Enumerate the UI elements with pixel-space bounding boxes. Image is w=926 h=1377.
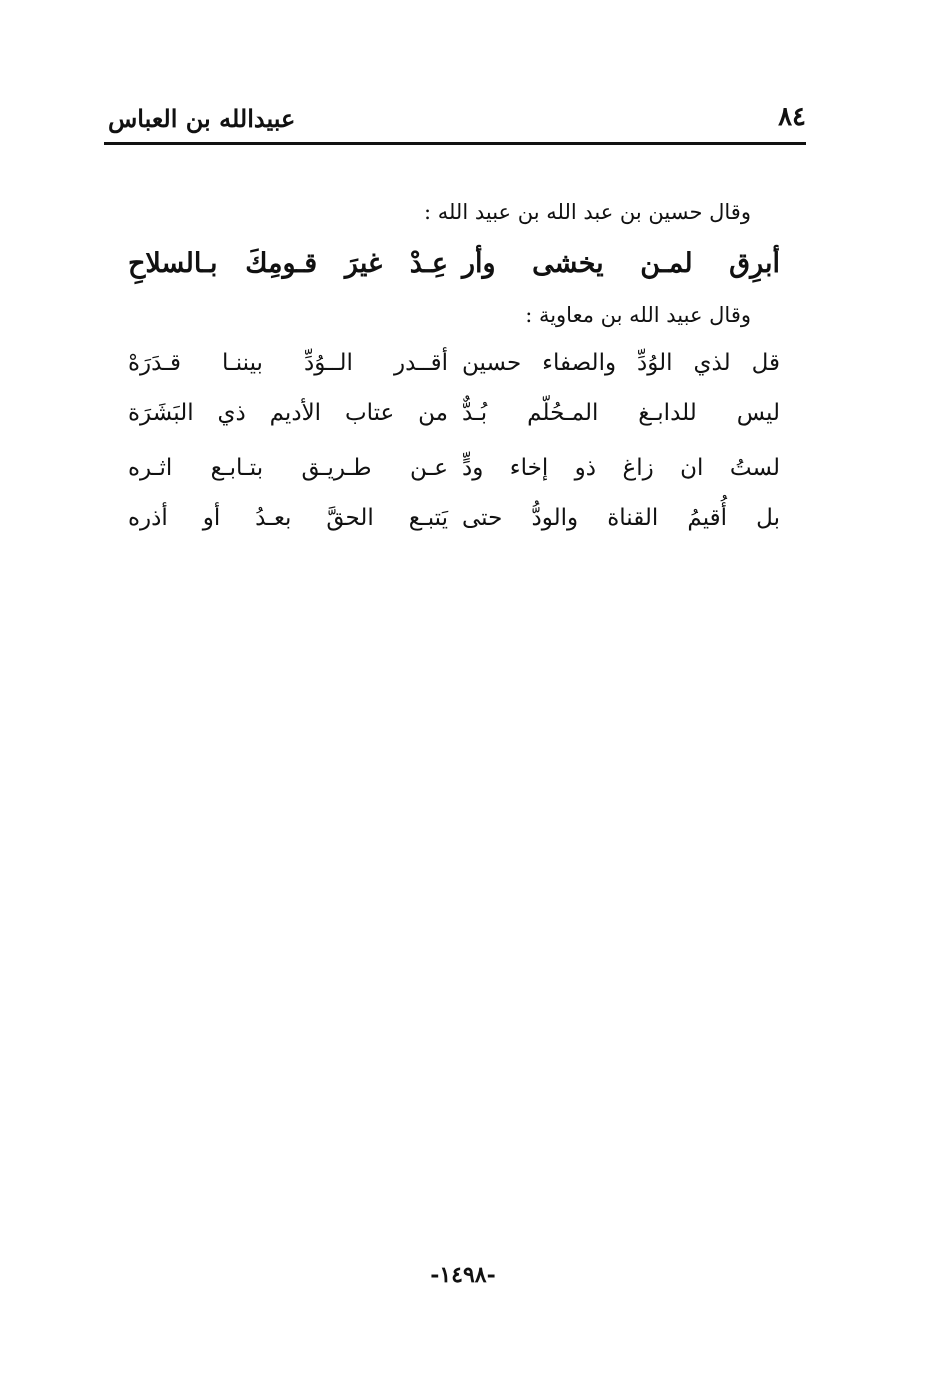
verse-line — [128, 400, 780, 440]
verse-first-hemistich: قل لذي الوُدِّ والصفاء حسين — [462, 350, 780, 376]
verse-line — [128, 505, 780, 545]
chapter-number: ٨٤ — [778, 102, 806, 132]
verse-first-hemistich: ليس للدابـغ المـحُلّم بُـدٌّ — [462, 400, 780, 426]
page-folio: -١٤٩٨- — [430, 1262, 496, 1288]
running-title: عبيدالله بن العباس — [108, 104, 296, 133]
verse-second-hemistich: يَتبـع الحقَّ بعـدُ أو أذره — [128, 505, 448, 531]
intro-line-2: وقال عبيد الله بن معاوية : — [525, 303, 751, 327]
verse-first-hemistich: بل أُقيمُ القناة والودُّ حتى — [462, 505, 780, 531]
verse-line — [128, 350, 780, 390]
verse-first-hemistich: أبرِق لمـن يخشى وأر — [462, 248, 780, 279]
running-header — [104, 96, 806, 145]
verse-line — [128, 248, 780, 288]
verse-second-hemistich: أقــدر الــوُدِّ بيننـا قـدَرَهْ — [128, 350, 448, 376]
intro-line-1: وقال حسين بن عبد الله بن عبيد الله : — [423, 200, 751, 224]
verse-second-hemistich: عِـدْ غيرَ قـومِكَ بـالسلاحِ — [128, 248, 448, 279]
verse-first-hemistich: لستُ ان زاغ ذو إخاء ودٍّ — [462, 455, 780, 481]
verse-line — [128, 455, 780, 495]
verse-second-hemistich: عـن طـريـق بتـابـع اثـره — [128, 455, 448, 481]
verse-second-hemistich: من عتاب الأديم ذي البَشَرَة — [128, 400, 448, 426]
